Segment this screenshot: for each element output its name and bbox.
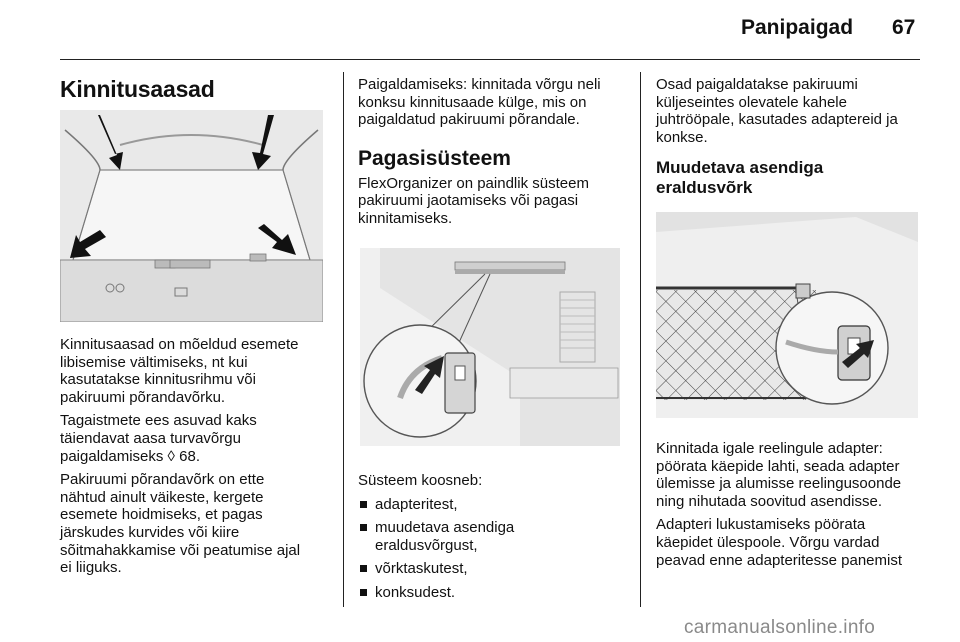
page-header (0, 0, 960, 60)
paragraph-safety-net-anchors: Tagaistmete ees asuvad kaks täiendavat aasa turvavõrgu paigaldamiseks ◊ 68. (60, 412, 257, 465)
column-2-text-top (358, 76, 630, 228)
watermark: carmanualsonline.info (684, 617, 876, 638)
paragraph-installation: Paigaldamiseks: kinnitada võrgu neli konksu kinnitusaade külge, mis on paigaldatud pakiruumi põrandale. (358, 76, 601, 129)
adapter-svg (360, 248, 620, 446)
bullet-icon (360, 501, 367, 508)
luggage-system-heading: Pagasisüsteem (358, 146, 511, 170)
column-1-text (60, 336, 330, 577)
column-3-text-bottom (656, 440, 931, 569)
list-item: adapteritest, (358, 496, 630, 514)
column-3-text-top (656, 76, 926, 198)
header-rule (60, 59, 920, 60)
bullet-icon (360, 524, 367, 531)
paragraph-floor-net: Pakiruumi põrandavõrk on ette nähtud ainult väikeste, kergete esemete hoidmiseks, et pagas järskudes kurvides või kiire sõitmahakkamise või peatumise ajal ei liiguks. (60, 471, 301, 577)
column-divider-1 (343, 72, 344, 607)
adjustable-net-heading: Muudetava asendiga eraldusvõrk (656, 158, 824, 198)
system-consists-intro: Süsteem koosneb: (358, 472, 483, 489)
system-components-list (358, 496, 630, 602)
divider-net-svg (656, 212, 918, 418)
paragraph-guide-rails: Osad paigaldatakse pakiruumi küljeseintes olevatele kahele juhtrööpale, kasutades adaptereid ja konkse. (656, 76, 898, 146)
list-item: võrktaskutest, (358, 560, 630, 578)
list-item: konksudest. (358, 584, 630, 602)
paragraph-flexorganizer: FlexOrganizer on paindlik süsteem pakiruumi jaotamiseks või pagasi kinnitamiseks. (358, 174, 589, 227)
paragraph-lock-adapter: Adapteri lukustamiseks pöörata käepidet ülespoole. Võrgu vardad peavad enne adapteritesse panemist (656, 516, 903, 569)
page-number: 67 (892, 16, 916, 39)
trunk-anchors-illustration (60, 110, 323, 322)
page-heading: Kinnitusaasad (60, 76, 215, 102)
list-item: muudetava asendiga eraldusvõrgust, (358, 519, 630, 554)
column-divider-2 (640, 72, 641, 607)
column-2-text-bottom (358, 472, 630, 608)
section-title: Panipaigad (741, 16, 854, 39)
paragraph-anchors-purpose: Kinnitusaasad on mõeldud esemete libisemise vältimiseks, nt kui kasutatakse kinnitusrihmu või pakiruumi põrandavõrku. (60, 336, 299, 406)
trunk-anchors-svg (60, 110, 323, 322)
bullet-icon (360, 589, 367, 596)
paragraph-attach-adapter: Kinnitada igale reelingule adapter: pöörata käepide lahti, seada adapter ülemisse ja alumisse reelingusoonde ning nihutada soovitud asendisse. (656, 440, 902, 510)
flexorganizer-adapter-illustration (360, 248, 620, 446)
bullet-icon (360, 565, 367, 572)
divider-net-illustration (656, 212, 918, 418)
